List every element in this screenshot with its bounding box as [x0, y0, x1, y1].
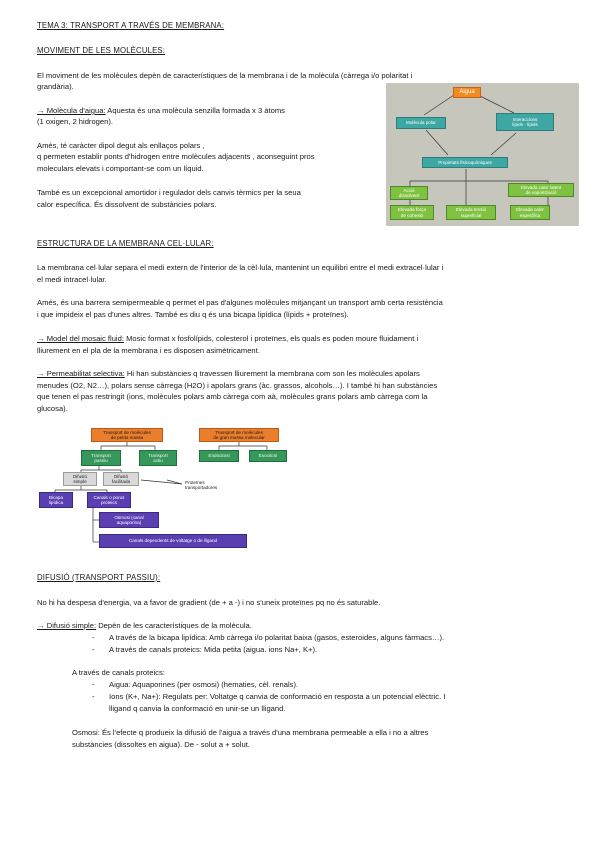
large-mass-node [199, 428, 279, 442]
bullet-item: A través de canals proteics: Mida petita (aigua. ions Na+, K+). [109, 645, 318, 654]
transport-types-diagram [37, 424, 304, 555]
node-line: de petita massa [110, 435, 144, 440]
node-line: passiu [94, 458, 108, 463]
osmosis-node [99, 512, 159, 528]
permeability-line [37, 368, 420, 379]
bullet-dash: - [92, 680, 95, 689]
node-line: Elevada calor latent [520, 184, 562, 190]
node-line: Transport de molècules [215, 429, 263, 435]
node-line: Acció [403, 187, 415, 193]
passive-transport-node [81, 450, 121, 466]
node-line: específica [519, 212, 541, 218]
paragraph-line: el medi intracel·lular. [37, 275, 107, 284]
page-title: TEMA 3: TRANSPORT A TRAVÉS DE MEMBRANA: [37, 21, 225, 30]
bullet-item: A través de la bicapa lipídica: Amb càrrega i/o polaritat baixa (gasos, esteroides, alguns fàrmacs…). [109, 633, 445, 642]
paragraph-line: (1 oxigen, 2 hidrogen). [37, 117, 113, 126]
node-line: Elevada tensió [455, 207, 487, 213]
protein-channels-node [87, 492, 131, 508]
node-line: Elevada força [397, 207, 427, 213]
active-transport-node [139, 450, 177, 466]
permeability-label: → Permeabilitat selectiva: [37, 369, 125, 378]
node-line: lípids - lípids [512, 122, 538, 127]
paragraph-line: grandària). [37, 82, 74, 91]
node-line: proteics [100, 500, 118, 505]
lipid-bilayer-node [39, 492, 73, 508]
section-heading-molecules: MOVIMENT DE LES MOLÈCULES: [37, 46, 166, 55]
channels-title: A través de canals proteics: [72, 668, 165, 677]
bullet-dash: - [92, 633, 95, 642]
endocytosis-node: Endocitosi [199, 450, 239, 462]
node-line: Osmosi (canal [114, 514, 144, 520]
paragraph-line: q permeten establir ponts d'hidrogen entre molècules adjacents , aconseguint pros [37, 152, 315, 161]
node-line: Proteïnes [185, 480, 205, 485]
facilitated-diffusion-node [103, 472, 139, 486]
paragraph-line: que tenen el pas restringit (ions, molècules polars amb càrrega com aà, molècules grans polars amb càrrega com la [37, 392, 428, 401]
water-node: Aigua [453, 87, 481, 98]
node-line: Canals o porus [93, 494, 125, 500]
latent-heat-node [508, 183, 574, 197]
paragraph-line: Amés, és una barrera semipermeable q permet el pas d'algunes molècules mitjançant un transport amb certa resistència [37, 298, 443, 307]
water-label: → Molècula d'aigua: [37, 106, 106, 115]
water-properties-diagram [386, 83, 579, 226]
bullet-dash: - [92, 645, 95, 654]
permeability-text: Hi han substàncies q travessen lliurement la membrana com son les molècules apolars [124, 369, 420, 378]
paragraph-line: No hi ha despesa d'energia, va a favor de gradient (de + a -) i no s'uneix proteïnes pq no és saturable. [37, 598, 381, 607]
node-line: Interaccions [512, 116, 538, 122]
paragraph-line: calor específica. És dissolvent de substàncies polars. [37, 200, 217, 209]
paragraph-line: Amés, té caràcter dipol degut als enllaços polars , [37, 141, 205, 150]
paragraph-line: glucosa). [37, 404, 68, 413]
node-line: dissolvent [398, 193, 420, 198]
section-heading-membrane: ESTRUCTURA DE LA MEMBRANA CEL·LULAR: [37, 239, 214, 248]
paragraph-line: Osmosi: És l'efecte q produeix la difusió de l'aigua a través d'una membrana permeable a ella i no a altres [72, 728, 429, 737]
node-line: actiu [153, 458, 163, 463]
bullet-item: Ions (K+, Na+): Regulats per: Voltatge q canvia de conformació en resposta a un potencial elèctric. I [109, 692, 446, 701]
bullet-dash: - [92, 692, 95, 701]
node-line: de vaporització [525, 190, 557, 195]
node-line: de gran massa molecular [213, 435, 265, 440]
node-line: Bicapa [48, 494, 64, 500]
lipid-interactions-node [496, 113, 554, 131]
paragraph-line: substàncies (dissoltes en aigua). De - solut a + solut. [72, 740, 250, 749]
node-line: Transport [148, 452, 168, 458]
solvent-node [390, 186, 428, 200]
specific-heat-node [510, 205, 550, 220]
simple-diffusion-node [63, 472, 97, 486]
paragraph-line: La membrana cel·lular separa el medi extern de l'interior de la cèl·lula, mantenint un equilibri entre el medi extracel·lular i [37, 263, 444, 272]
node-line: de cohesió [400, 212, 424, 218]
node-line: simple [73, 479, 87, 484]
node-line: Difusió [72, 473, 88, 479]
carrier-proteins-label [185, 480, 217, 491]
cohesion-node [390, 205, 434, 220]
node-line: lipídica [48, 500, 64, 505]
gated-channels-node: Canals dependents de voltatge o de lligand [99, 534, 247, 548]
physicochemical-node: Propietats fisicoquímiques [422, 157, 508, 168]
mosaic-label: → Model del mosaic fluid: [37, 334, 124, 343]
water-molecule-line [37, 105, 285, 116]
simple-diffusion-line [37, 620, 252, 631]
node-line: transportadores [185, 485, 218, 491]
paragraph-line: i que impideix el pas d'unes altres. També es diu q és una bicapa lipídica (lípids + proteïnes). [37, 310, 349, 319]
paragraph-line: menudes (O2, N2…), polars sense càrrega (H2O) i apolars grans (àc. grassos, alcohols…). I també hi han substàncies [37, 381, 438, 390]
paragraph-line: lliurement en el pla de la membrana i es disposen asimètricament. [37, 346, 260, 355]
surface-tension-node [446, 205, 496, 220]
exocytosis-node: Exocitosi [249, 450, 287, 462]
paragraph-line: El moviment de les molècules depèn de característiques de la membrana i de la molècula (càrrega i/o polaritat i [37, 71, 413, 80]
node-line: facilitada [111, 479, 131, 484]
mosaic-line [37, 333, 418, 344]
node-line: aquaporina) [116, 520, 142, 525]
paragraph-line: També es un excepcional amortidor i regulador dels canvis tèrmics per la seua [37, 188, 301, 197]
mosaic-text: Mosic format x fosfolípids, colesterol i proteïnes, els quals es poden moure fluidament i [123, 334, 419, 343]
node-line: Difusió [113, 473, 129, 479]
water-text: Aquesta és una molècula senzilla formada x 3 àtoms [105, 106, 285, 115]
node-line: Transport [91, 452, 111, 458]
bullet-item-continuation: lligand q canvia la conformació en unir-se un lligand. [109, 704, 286, 713]
simple-diffusion-text: Depèn de les característiques de la molècula. [96, 621, 252, 630]
section-heading-diffusion: DIFUSIÓ (TRANSPORT PASSIU): [37, 573, 161, 582]
node-line: superficial [460, 212, 482, 218]
node-line: Transport de molècules [103, 429, 151, 435]
simple-diffusion-label: → Difusió simple: [37, 621, 97, 630]
bullet-item: Aigua: Aquaporines (per osmosi) (hematies, cèl. renals). [109, 680, 299, 689]
polar-molecule-node: Molècula polar [396, 117, 446, 129]
small-mass-node [91, 428, 163, 442]
paragraph-line: moleculars elevats i comportant-se com un líquid. [37, 164, 204, 173]
node-line: Elevada calor [516, 207, 544, 213]
